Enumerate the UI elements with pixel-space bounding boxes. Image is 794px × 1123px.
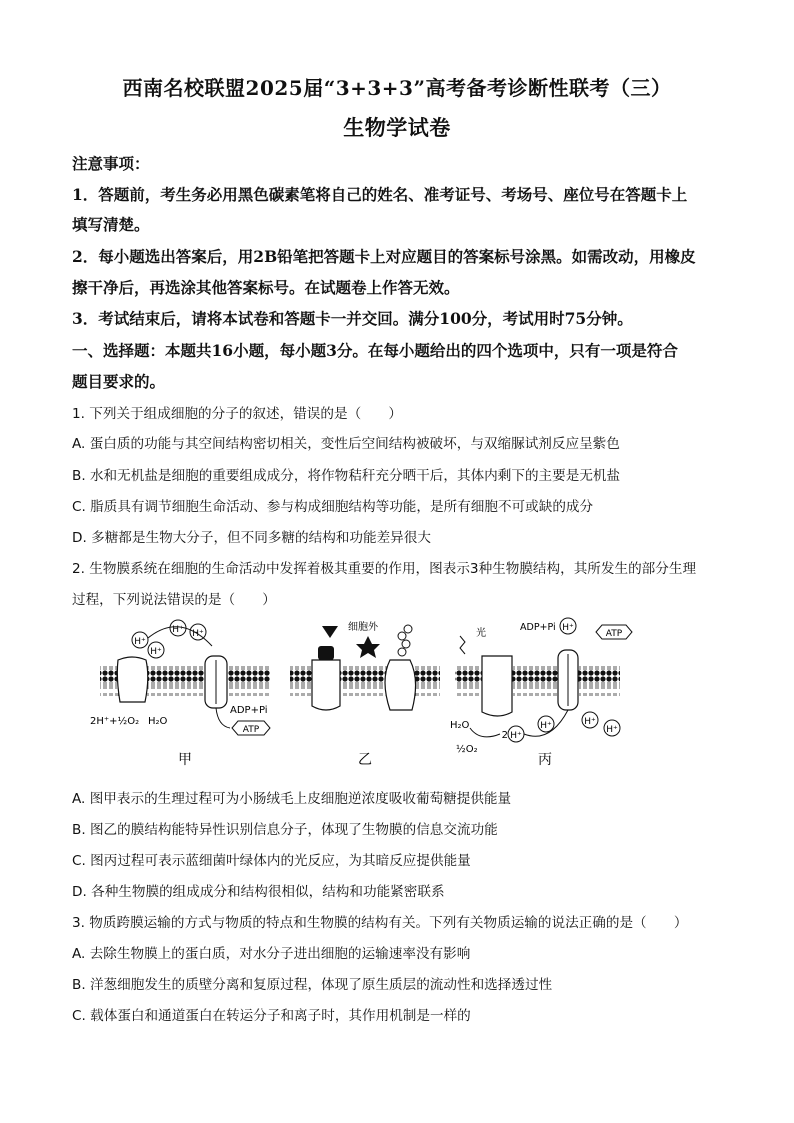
- proton-h: [132, 632, 148, 648]
- signal-molecule: [318, 646, 334, 660]
- svg-text:ATP: ATP: [605, 629, 623, 639]
- subject-title: 生物学试卷: [343, 115, 451, 140]
- notice-item: 2．每小题选出答案后，用2B铅笔把答题卡上对应题目的答案标号涂黑。如需改动，用橡皮: [72, 247, 696, 266]
- question-2-stem: 2. 生物膜系统在细胞的生命活动中发挥着极其重要的作用，图表示3种生物膜结构，其所发生的部分生理: [72, 561, 697, 577]
- svg-text:2: 2: [501, 730, 508, 741]
- proton-h: [560, 618, 576, 634]
- membrane-panel-bing: [450, 618, 632, 768]
- svg-text:H⁺: H⁺: [134, 637, 146, 647]
- caption-yi: 乙: [358, 752, 372, 768]
- notice-heading: 注意事项：: [72, 154, 150, 173]
- question-1-option-d: D. 多糖都是生物大分子，但不同多糖的结构和功能差异很大: [72, 530, 431, 546]
- question-1-option-a: A. 蛋白质的功能与其空间结构密切相关，变性后空间结构被破坏，与双缩脲试剂反应呈紫色: [72, 436, 620, 452]
- notice-item: 3．考试结束后，请将本试卷和答题卡一并交回。满分100分，考试用时75分钟。: [72, 309, 633, 328]
- question-2-option-c: C. 图丙过程可表示蓝细菌叶绿体内的光反应，为其暗反应提供能量: [72, 853, 471, 869]
- receptor-protein: [312, 660, 340, 710]
- ligand-triangle: [322, 626, 338, 638]
- question-3-option-b: B. 洋葱细胞发生的质壁分离和复原过程，体现了原生质层的流动性和选择透过性: [72, 977, 553, 993]
- svg-text:H⁺: H⁺: [540, 721, 552, 731]
- svg-text:H⁺: H⁺: [562, 623, 574, 633]
- question-2-option-d: D. 各种生物膜的组成成分和结构很相似，结构和功能紧密联系: [72, 884, 445, 900]
- proton-h: [538, 716, 554, 732]
- label-half-o2: ½O₂: [456, 744, 478, 755]
- label-light: 光: [476, 628, 486, 639]
- exam-title: 西南名校联盟2025届“3+3+3”高考备考诊断性联考（三）: [122, 76, 672, 100]
- proton-h: [582, 712, 598, 728]
- proton-h: [148, 642, 164, 658]
- section-heading-cont: 题目要求的。: [72, 372, 166, 391]
- formula-h2o: H₂O: [148, 716, 168, 727]
- membrane-panel-yi: [290, 620, 440, 768]
- light-wave: [460, 636, 465, 654]
- svg-text:H⁺: H⁺: [606, 725, 618, 735]
- svg-text:H⁺: H⁺: [510, 731, 522, 741]
- question-2-option-b: B. 图乙的膜结构能特异性识别信息分子，体现了生物膜的信息交流功能: [72, 822, 498, 838]
- question-1-option-b: B. 水和无机盐是细胞的重要组成成分，将作物秸秆充分晒干后，其体内剩下的主要是无机盐: [72, 468, 621, 484]
- question-1-option-c: C. 脂质具有调节细胞生命活动、参与构成细胞结构等功能，是所有细胞不可或缺的成分: [72, 499, 594, 515]
- label-h2o: H₂O: [450, 720, 470, 731]
- formula-left: 2H⁺+½O₂: [90, 716, 140, 727]
- svg-text:H⁺: H⁺: [192, 629, 204, 639]
- membrane-figure: [90, 616, 720, 774]
- question-3-option-a: A. 去除生物膜上的蛋白质，对水分子进出细胞的运输速率没有影响: [72, 946, 471, 962]
- question-2-stem-cont: 过程，下列说法错误的是（ ）: [72, 592, 276, 608]
- proton-2h: [502, 726, 524, 742]
- label-adp-pi: ADP+Pi: [520, 622, 556, 633]
- svg-text:H⁺: H⁺: [172, 625, 184, 635]
- label-extracellular: 细胞外: [348, 622, 378, 633]
- caption-bing: 丙: [538, 752, 552, 768]
- photosystem: [482, 656, 512, 716]
- proton-h: [604, 720, 620, 736]
- ligand-star: [356, 636, 380, 658]
- caption-jia: 甲: [178, 752, 192, 768]
- question-1-stem: 1. 下列关于组成细胞的分子的叙述，错误的是（ ）: [72, 406, 402, 422]
- notice-item: 1．答题前，考生务必用黑色碳素笔将自己的姓名、准考证号、考场号、座位号在答题卡上: [72, 185, 688, 204]
- glycoprotein: [385, 660, 416, 710]
- question-3-stem: 3. 物质跨膜运输的方式与物质的特点和生物膜的结构有关。下列有关物质运输的说法正确的是（ ）: [72, 915, 688, 931]
- question-2-option-a: A. 图甲表示的生理过程可为小肠绒毛上皮细胞逆浓度吸收葡萄糖提供能量: [72, 791, 512, 807]
- protein-complex: [117, 657, 147, 702]
- svg-text:H⁺: H⁺: [150, 647, 162, 657]
- notice-item: 擦干净后，再选涂其他答案标号。在试题卷上作答无效。: [72, 278, 460, 297]
- svg-text:ATP: ATP: [242, 725, 260, 735]
- section-heading: 一、选择题：本题共16小题，每小题3分。在每小题给出的四个选项中，只有一项是符合: [72, 341, 678, 360]
- svg-text:H⁺: H⁺: [584, 717, 596, 727]
- notice-item: 填写清楚。: [72, 215, 150, 234]
- label-adp-pi: ADP+Pi: [230, 705, 268, 716]
- membrane-panel-jia: [90, 620, 270, 768]
- question-3-option-c: C. 载体蛋白和通道蛋白在转运分子和离子时，其作用机制是一样的: [72, 1008, 471, 1024]
